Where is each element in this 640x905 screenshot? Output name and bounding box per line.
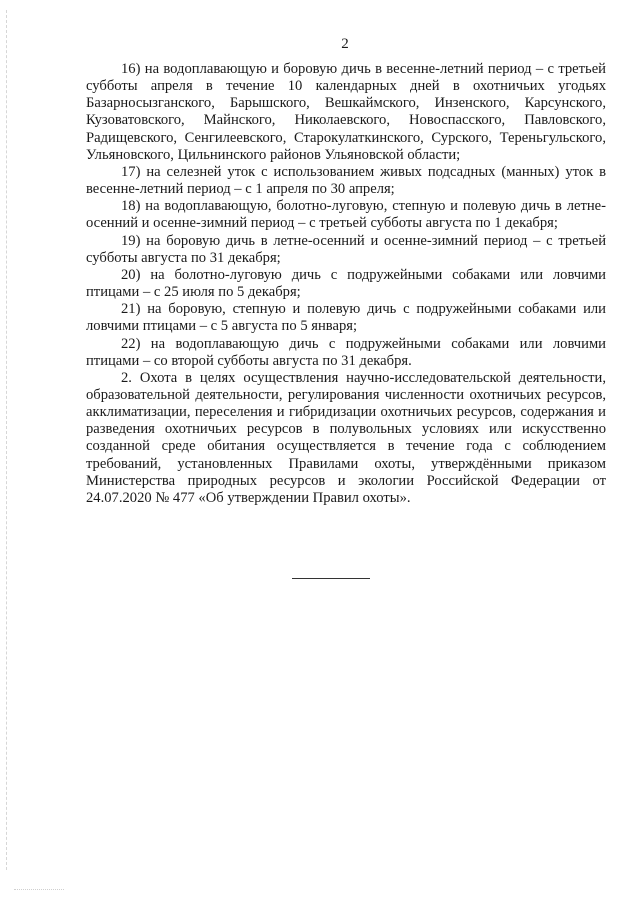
- paragraph-section-2: 2. Охота в целях осуществления научно-исследовательской деятельности, образовательной деятельности, регулирования численности охотничьих ресурсов, акклиматизации, переселения и гибридизации охотничьих ресурсов, содержания и разведения охотничьих ресурсов в полувольных условиях или искусственно созданной среде обитания осуществляется в течение года с соблюдением требований, установленных Правилами охоты, утверждёнными приказом Министерства природных ресурсов и экологии Российской Федерации от 24.07.2020 № 477 «Об утверждении Правил охоты».: [86, 369, 606, 506]
- paragraph-item-20: 20) на болотно-луговую дичь с подружейными собаками или ловчими птицами – с 25 июля по 5 декабря;: [86, 266, 606, 301]
- paragraph-item-16: 16) на водоплавающую и боровую дичь в весенне-летний период – с третьей субботы апреля в течение 10 календарных дней в охотничьих угодьях Базарносызганского, Барышского, Вешкаймского, Инзенского, Карсунского, Кузоватовского, Майнского, Николаевского, Новоспасского, Павловского, Радищевского, Сенгилеевского, Старокулаткинского, Сурского, Тереньгульского, Ульяновского, Цильнинского районов Ульяновской области;: [86, 61, 606, 163]
- paragraph-item-22: 22) на водоплавающую дичь с подружейными собаками или ловчими птицами – со второй субботы августа по 31 декабря.: [86, 335, 606, 369]
- scan-margin-marks: [6, 10, 9, 870]
- scan-artifact: [14, 889, 64, 890]
- paragraph-item-21: 21) на боровую, степную и полевую дичь с подружейными собаками или ловчими птицами – с 5 августа по 5 января;: [86, 301, 606, 335]
- paragraph-item-19: 19) на боровую дичь в летне-осенний и осенне-зимний период – с третьей субботы августа по 31 декабря;: [86, 232, 606, 266]
- paragraph-item-17: 17) на селезней уток с использованием живых подсадных (манных) уток в весенне-летний период – с 1 апреля по 30 апреля;: [86, 163, 606, 198]
- end-separator-line: [292, 578, 370, 579]
- document-body: [86, 61, 606, 507]
- page-number: 2: [341, 36, 349, 52]
- paragraph-item-18: 18) на водоплавающую, болотно-луговую, степную и полевую дичь в летне-осенний и осенне-зимний период – с третьей субботы августа по 1 декабря;: [86, 198, 606, 232]
